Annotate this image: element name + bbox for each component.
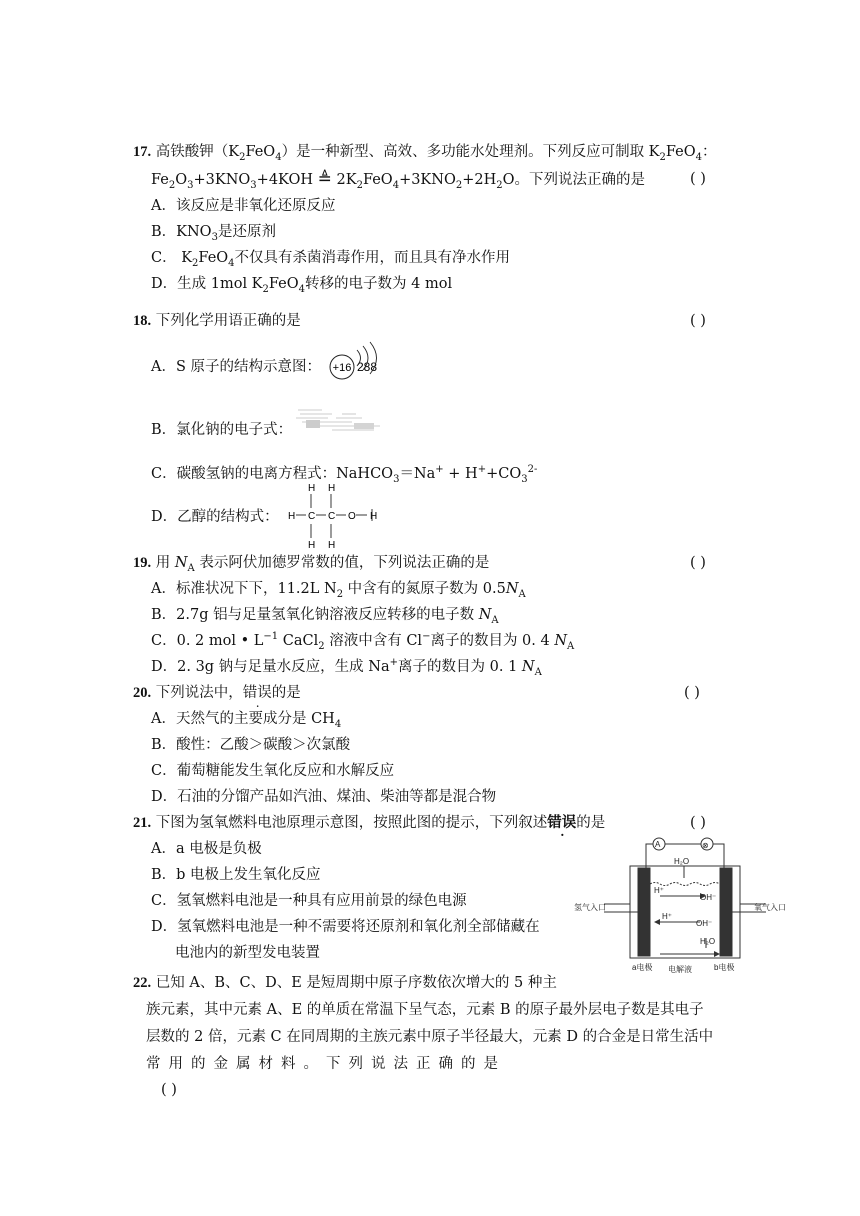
q19-option-d[interactable] [151, 658, 542, 676]
q19-stem: 19. 用 $N_A$ 表示阿伏加德罗常数的值，下列说法正确的是 [133, 555, 490, 574]
q21-option-d-cont: 电池内的新型发电装置 [175, 945, 320, 961]
oh-label: OH⁻ [700, 893, 717, 902]
opt-text: A．标准状况下下，11.2L N [151, 581, 337, 597]
q21-answer-paren[interactable]: ( ) [690, 815, 706, 831]
q17-number: 17 [133, 144, 148, 160]
stem-text: 用 [155, 555, 175, 571]
emphasis-text: 错误 [547, 814, 577, 831]
heat-arrow-symbol: ≜ [317, 169, 332, 189]
opt-text: B．KNO [151, 224, 212, 240]
opt-text: A [567, 640, 575, 652]
opt-text: + [389, 657, 399, 669]
q19-option-b[interactable] [151, 606, 499, 624]
opt-text: C．0. 2 mol • L [151, 633, 264, 649]
b-electrode-label: b电极 [714, 963, 735, 972]
lamp-icon: ⊗ [702, 841, 709, 850]
q17-answer-paren[interactable]: ( ) [690, 171, 706, 187]
q20-stem: 20. 下列说法中，错误的是 [133, 685, 301, 701]
atom-c: C [328, 511, 336, 522]
opt-text: 是还原剂 [217, 224, 276, 240]
eq-part: O。下列说法正确的是 [502, 172, 646, 188]
ammeter-label: A [655, 840, 661, 849]
atom-h: H [288, 511, 296, 522]
oh-label: OH⁻ [696, 919, 713, 928]
h-plus-label: H⁺ [662, 912, 672, 921]
hydrogen-inlet-label: 氢气入口 [574, 903, 606, 912]
eq-part: +3KNO [399, 172, 456, 188]
q17-stem-text-3: ）是一种新型、高效、多功能水处理剂。下列反应可制取 K [281, 144, 660, 160]
q22-number: 22 [133, 975, 148, 991]
stem-text: 的是 [271, 685, 301, 701]
eq-part: FeO [362, 172, 393, 188]
opt-text: D．生成 1mol K [151, 276, 263, 292]
q22-stem-line1: 22. 已知 A、B、C、D、E 是短周期中原子序数依次增大的 5 种主 [133, 975, 557, 991]
q17-equation: $Fe_2O_3+3KNO_3+4KOH$ ≜ $2K_2FeO_4+3KNO_2+2H_2O$。下列说法正确的是 [151, 169, 646, 191]
opt-text: 中含有的氮原子数为 0.5 [343, 581, 506, 597]
opt-text: N [521, 659, 535, 675]
opt-text: 离子的数目为 0. 1 [398, 659, 522, 675]
q17-stem-text-2: FeO [245, 144, 276, 160]
nucleus-label: +16 [332, 362, 352, 374]
opt-text: C． K [151, 250, 193, 266]
q20-option-b[interactable]: B．酸性：乙酸＞碳酸＞次氯酸 [151, 737, 351, 753]
opt-text: D．2. 3g 钠与足量水反应，生成 Na [151, 659, 390, 675]
q21-option-b[interactable]: B．b 电极上发生氧化反应 [151, 867, 321, 883]
opt-text: CaCl [278, 633, 319, 649]
q17-stem-text-4: FeO [665, 144, 696, 160]
atom-h: H [308, 540, 316, 551]
q17-option-a[interactable]: A．该反应是非氧化还原反应 [151, 198, 336, 214]
q20-number: 20 [133, 685, 148, 701]
q18-option-d[interactable]: D．乙醇的结构式： [151, 509, 279, 525]
fuel-cell-diagram [574, 830, 790, 980]
q18-answer-paren[interactable]: ( ) [690, 313, 706, 329]
sulfur-atom-diagram [326, 336, 386, 396]
opt-text: A．天然气的主要成分是 CH [151, 711, 335, 727]
q17-stem: 17. 高铁酸钾$(K_2FeO_4)$是一种新型、高效、多功能水处理剂。下列反应可制取 $K_2FeO_4$： [133, 144, 717, 163]
q21-option-c[interactable]: C．氢氧燃料电池是一种具有应用前景的绿色电源 [151, 893, 467, 909]
emphasis-text: 错误 [242, 685, 272, 701]
q21-number: 21 [133, 815, 148, 831]
eq-part: +4KOH [256, 172, 314, 188]
stem-text: 下图为氢氧燃料电池原理示意图，按照此图的提示，下列叙述 [155, 815, 548, 831]
opt-text: C．碳酸氢钠的电离方程式：NaHCO [151, 466, 394, 482]
opt-text: B．2.7g 铝与足量氢氧化钠溶液反应转移的电子数 [151, 607, 479, 623]
atom-h: H [370, 511, 378, 522]
opt-text: 离子的数目为 0. 4 [430, 633, 555, 649]
atom-c: C [308, 511, 316, 522]
q21-stem: 21. 下图为氢氧燃料电池原理示意图，按照此图的提示，下列叙述错误的是 [133, 814, 606, 831]
eq-part: +2H [462, 172, 497, 188]
stem-text: 已知 A、B、C、D、E 是短周期中原子序数依次增大的 5 种主 [155, 975, 557, 991]
q17-option-b[interactable]: B．$KNO_3$是还原剂 [151, 224, 276, 243]
eq-part: O [175, 172, 188, 188]
opt-text: A [491, 614, 499, 626]
q18-option-c[interactable]: C．碳酸氢钠的电离方程式：NaHCO$_3$＝Na+ + $H^++CO_3^{2-}$ [151, 464, 538, 485]
h-plus-label: H⁺ [654, 886, 664, 895]
stem-text: A [187, 562, 195, 574]
q18-stem-text: 下列化学用语正确的是 [155, 313, 301, 329]
opt-text: −1 [263, 631, 279, 643]
h2o-bottom-label: H₂O [700, 937, 716, 946]
opt-text: + H [443, 466, 478, 482]
q19-answer-paren[interactable]: ( ) [690, 555, 706, 571]
eq-part: 2K [336, 172, 357, 188]
opt-text: 2 [318, 640, 325, 652]
atom-h: H [308, 483, 316, 494]
shell-electrons-label: 288 [357, 360, 378, 374]
opt-text: FeO [198, 250, 229, 266]
opt-text: A [534, 666, 542, 678]
q18-option-b[interactable]: B．氯化钠的电子式： [151, 422, 293, 438]
q20-option-a[interactable] [151, 710, 341, 728]
opt-text: 不仅具有杀菌消毒作用，而且具有净水作用 [234, 250, 511, 266]
opt-text: +CO [486, 466, 522, 482]
opt-text: N [505, 581, 519, 597]
q22-stem-line2: 族元素，其中元素 A、E 的单质在常温下呈气态，元素 B 的原子最外层电子数是其电子 [146, 1002, 704, 1018]
opt-text: 4 [334, 718, 342, 730]
stem-text: 下列说法中， [155, 685, 243, 701]
q20-option-d[interactable]: D．石油的分馏产品如汽油、煤油、柴油等都是混合物 [151, 789, 497, 805]
q18-stem: 18. 下列化学用语正确的是 [133, 313, 301, 329]
ethanol-structural-formula [286, 482, 386, 552]
q17-option-c[interactable]: C． $K_2FeO_4$不仅具有杀菌消毒作用，而且具有净水作用 [151, 250, 511, 269]
q21-option-d[interactable]: D．氢氧燃料电池是一种不需要将还原剂和氧化剂全部储藏在 [151, 919, 540, 935]
stem-text: N [174, 555, 188, 571]
opt-text: FeO [268, 276, 299, 292]
q19-number: 19 [133, 555, 148, 571]
oxygen-inlet-label: 氧气入口 [754, 903, 786, 912]
a-electrode-label: a电极 [632, 963, 653, 972]
q22-answer-paren[interactable]: ( ) [161, 1082, 177, 1098]
q19-option-a[interactable] [151, 580, 526, 598]
q17-stem-text-1: 高铁酸钾（K [155, 144, 240, 160]
atom-o: O [348, 511, 356, 522]
q22-stem-line3: 层数的 2 倍，元素 C 在同周期的主族元素中原子半径最大，元素 D 的合金是日常生活中 [146, 1029, 714, 1045]
electrolyte-label: 电解液 [668, 965, 692, 974]
opt-text: 2 [336, 588, 344, 600]
q20-option-c[interactable]: C．葡萄糖能发生氧化反应和水解反应 [151, 763, 395, 779]
q18-option-a[interactable]: A．S 原子的结构示意图： [151, 359, 322, 375]
q22-stem-line4: 常用的金属材料。下列说法正确的是 [146, 1056, 506, 1072]
opt-text: N [478, 607, 492, 623]
opt-text: 溶液中含有 Cl [324, 633, 423, 649]
opt-text: A [518, 588, 526, 600]
opt-text: ＝Na [399, 466, 436, 482]
q18-number: 18 [133, 313, 148, 329]
stem-text: 的是 [576, 815, 606, 831]
stem-text: 表示阿伏加德罗常数的值，下列说法正确的是 [194, 555, 490, 571]
opt-text: − [422, 631, 431, 643]
opt-text: N [554, 633, 568, 649]
q21-option-a[interactable]: A．a 电极是负极 [151, 841, 262, 857]
h2o-top-label: H₂O [674, 857, 690, 866]
q17-option-d[interactable]: D．生成 1mol $K_2FeO_4$转移的电子数为 4 mol [151, 276, 453, 295]
charge: 2- [527, 464, 538, 476]
eq-part: +3KNO [193, 172, 251, 188]
nacl-electron-formula-image [292, 406, 388, 436]
q19-option-c[interactable] [151, 632, 574, 650]
q17-stem-text-5: ： [702, 144, 717, 160]
eq-part: Fe [151, 172, 169, 188]
atom-h: H [328, 540, 336, 551]
atom-h: H [328, 483, 336, 494]
q20-answer-paren[interactable]: ( ) [684, 685, 700, 701]
opt-text: 转移的电子数为 4 mol [305, 276, 453, 292]
